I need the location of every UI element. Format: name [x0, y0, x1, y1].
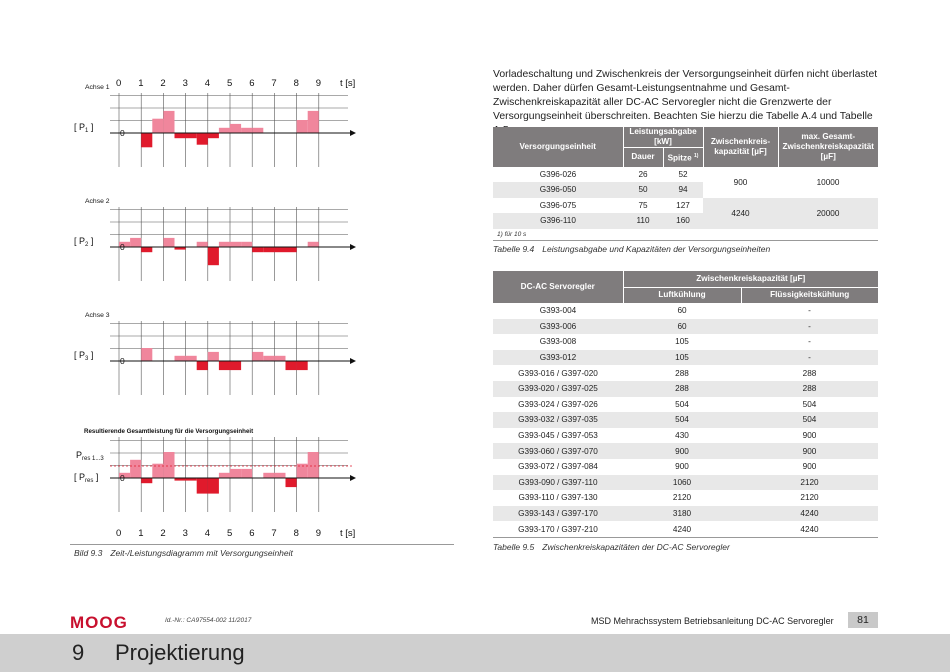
table-cell-liquid: 288: [741, 381, 878, 397]
power-bar: [208, 478, 219, 494]
power-bar: [175, 133, 186, 138]
power-bar: [252, 352, 263, 361]
power-bar: [130, 460, 141, 478]
power-bar: [197, 361, 208, 370]
time-tick-top: 8: [293, 78, 299, 89]
table-cell-liquid: 900: [741, 428, 878, 444]
table-cell-air: 430: [623, 428, 741, 444]
power-bar: [186, 133, 197, 138]
power-bar: [230, 124, 241, 133]
power-bar: [241, 469, 252, 478]
time-tick-bottom: 4: [204, 528, 211, 539]
table-cell-air: 1060: [623, 475, 741, 491]
table-cell-air: 900: [623, 443, 741, 459]
table-cell-air: 288: [623, 365, 741, 381]
time-tick-bottom: 6: [249, 528, 255, 539]
time-tick-top: 2: [160, 78, 166, 89]
intro-paragraph: Vorladeschaltung und Zwischenkreis der Versorgungseinheit dürfen nicht überlastet werden. Daher dürfen Gesamt-Leistungsentnahme und Gesamt-Zwischenkreiskapazität aller DC-AC Servoregler nicht die Grenzwerte der Versorgungseinheit überschreiten. Beachten Sie hierzu die Tabelle A.4 und Tabelle: [493, 69, 878, 122]
table-cell-liquid: 4240: [741, 506, 878, 522]
time-tick-bottom: 5: [227, 528, 233, 539]
table-cell-unit: G393-110 / G397-130: [493, 490, 623, 506]
power-bar: [197, 478, 208, 494]
figure-rule: [70, 544, 454, 545]
figure-caption-number: Bild 9.3: [74, 548, 103, 558]
table2-caption: [493, 542, 730, 552]
chapter-title: Projektierung: [115, 640, 245, 665]
table-cell-air: 60: [623, 303, 741, 319]
table-dc-link-capacity: [493, 271, 878, 537]
power-limit-label: $P_{res 1...3}$: [76, 450, 104, 462]
svg-text:MOOG: MOOG: [70, 614, 128, 630]
table-cell-unit: G393-008: [493, 334, 623, 350]
table-cell-unit: G393-045 / G397-053: [493, 428, 623, 444]
power-label: [ $P_2$ ]: [74, 236, 94, 248]
t2-header-air: Luftkühlung: [623, 287, 741, 303]
t1-group2-cap: 4240: [703, 198, 778, 229]
figure-caption-text: Zeit-/Leistungsdiagramm mit Versorgungseinheit: [110, 548, 293, 558]
zero-label: 0: [120, 128, 125, 138]
table-cell-air: 900: [623, 459, 741, 475]
table-cell-liquid: 504: [741, 397, 878, 413]
power-bar: [141, 478, 152, 483]
power-bar: [230, 469, 241, 478]
page-number: 81: [848, 612, 878, 628]
power-bar: [208, 352, 219, 361]
table-cell-unit: G393-170 / G397-210: [493, 521, 623, 537]
table1-rule: [493, 240, 878, 241]
power-bar: [219, 361, 230, 370]
table-row: G396-050 50 94: [493, 182, 878, 198]
power-bar: [163, 238, 174, 247]
power-bar: [241, 128, 252, 133]
panel-title: Achse 2: [85, 198, 110, 205]
time-tick-bottom: 7: [271, 528, 277, 539]
table-cell-liquid: -: [741, 334, 878, 350]
table-row: [493, 490, 878, 506]
time-unit-top: t [s]: [340, 78, 356, 89]
time-tick-bottom: 9: [315, 528, 322, 539]
table-cell-air: 288: [623, 381, 741, 397]
table-cell-liquid: -: [741, 303, 878, 319]
axis-arrow-icon: [350, 358, 356, 364]
table-row: [493, 459, 878, 475]
table-cell-liquid: 2120: [741, 490, 878, 506]
time-tick-top: 3: [182, 78, 188, 89]
axis-arrow-icon: [350, 244, 356, 250]
power-bar: [197, 133, 208, 145]
power-bar: [208, 247, 219, 265]
table-cell-liquid: 288: [741, 365, 878, 381]
power-bar: [286, 247, 297, 252]
power-bar: [308, 111, 319, 133]
table-cell-unit: G393-016 / G397-020: [493, 365, 623, 381]
table-row: G396-026 26 52 900 10000: [493, 167, 878, 183]
table-cell-unit: G393-004: [493, 303, 623, 319]
table-cell-unit: G393-090 / G397-110: [493, 475, 623, 491]
table-cell-unit: G393-060 / G397-070: [493, 443, 623, 459]
t2-header-unit: DC-AC Servoregler: [493, 271, 623, 303]
table-cell-air: 60: [623, 319, 741, 335]
power-label: [ $P_1$ ]: [74, 122, 94, 134]
table-row: [493, 506, 878, 522]
table-cell-liquid: 900: [741, 459, 878, 475]
power-bar: [308, 242, 319, 247]
time-tick-bottom: 2: [160, 528, 166, 539]
table1-caption: [493, 244, 770, 254]
time-tick-top: 0: [116, 78, 122, 89]
document-id: Id.-Nr.: CA97554-002 11/2017: [165, 617, 252, 624]
panel-title: Achse 3: [85, 312, 110, 319]
power-bar: [263, 473, 274, 478]
power-bar: [308, 452, 319, 478]
time-tick-top: 1: [138, 78, 144, 89]
power-bar: [163, 111, 174, 133]
table-row: [493, 475, 878, 491]
t2-header-liquid: Flüssigkeitskühlung: [741, 287, 878, 303]
table-cell-unit: G393-012: [493, 350, 623, 366]
t1-group2-max: 20000: [778, 198, 878, 229]
t1-header-unit: Versorgungseinheit: [493, 127, 623, 167]
table-row: G396-110 110 160: [493, 213, 878, 229]
table-row: [493, 381, 878, 397]
axis-arrow-icon: [350, 130, 356, 136]
time-tick-bottom: 3: [182, 528, 188, 539]
t1-group1-cap: 900: [703, 167, 778, 198]
power-bar: [219, 242, 230, 247]
t1-header-maxcap: max. Gesamt-Zwischenkreiskapazität [µF]: [778, 127, 878, 167]
table-row: [493, 428, 878, 444]
table-row: [493, 319, 878, 335]
document-title: MSD Mehrachssystem Betriebsanleitung DC-AC Servoregler: [591, 616, 834, 626]
table-cell-air: 4240: [623, 521, 741, 537]
table-cell-liquid: 504: [741, 412, 878, 428]
time-tick-bottom: 1: [138, 528, 144, 539]
power-bar: [163, 452, 174, 478]
t1-header-cap: Zwischenkreis-kapazität [µF]: [703, 127, 778, 167]
table2-caption-number: Tabelle 9.5: [493, 542, 535, 552]
table-cell-unit: G393-006: [493, 319, 623, 335]
table-cell-air: 105: [623, 334, 741, 350]
table-cell-unit: G393-024 / G397-026: [493, 397, 623, 413]
power-bar: [274, 356, 285, 361]
table-row: [493, 412, 878, 428]
table2-caption-text: Zwischenkreiskapazitäten der DC-AC Servoregler: [542, 542, 730, 552]
time-tick-top: 7: [271, 78, 277, 89]
table-row: [493, 303, 878, 319]
table-cell-unit: G393-032 / G397-035: [493, 412, 623, 428]
time-power-diagram: [70, 70, 370, 550]
power-bar: [241, 242, 252, 247]
power-bar: [263, 356, 274, 361]
power-bar: [219, 473, 230, 478]
time-tick-bottom: 0: [116, 528, 122, 539]
power-bar: [286, 478, 297, 487]
power-bar: [274, 247, 285, 252]
power-bar: [152, 119, 163, 133]
table2-rule: [493, 537, 878, 538]
table-cell-air: 504: [623, 412, 741, 428]
power-label: [ $P_{res}$ ]: [74, 472, 99, 484]
time-tick-top: 4: [204, 78, 211, 89]
table-cell-air: 3180: [623, 506, 741, 522]
power-bar: [252, 247, 263, 252]
table1-caption-number: Tabelle 9.4: [493, 244, 535, 254]
t1-header-power: Leistungsabgabe [kW]: [623, 127, 703, 148]
t2-header-cap: Zwischenkreiskapazität [µF]: [623, 271, 878, 287]
power-bar: [252, 128, 263, 133]
power-label: [ $P_3$ ]: [74, 350, 94, 362]
axis-arrow-icon: [350, 475, 356, 481]
table-cell-unit: G393-020 / G397-025: [493, 381, 623, 397]
zero-label: 0: [120, 242, 125, 252]
time-tick-top: 5: [227, 78, 233, 89]
time-tick-top: 9: [315, 78, 322, 89]
zero-label: 0: [120, 473, 125, 483]
figure-caption: [74, 548, 293, 558]
table-cell-air: 2120: [623, 490, 741, 506]
table-cell-liquid: -: [741, 319, 878, 335]
table-row: [493, 397, 878, 413]
table-row: G396-075 75 127 4240 20000: [493, 198, 878, 214]
power-bar: [152, 464, 163, 478]
zero-label: 0: [120, 356, 125, 366]
table-row: [493, 334, 878, 350]
power-bar: [208, 133, 219, 138]
table-row: [493, 443, 878, 459]
power-bar: [141, 348, 152, 361]
table-power-supply: [493, 127, 878, 229]
power-bar: [230, 361, 241, 370]
time-unit-bottom: t [s]: [340, 528, 356, 539]
table-cell-liquid: 4240: [741, 521, 878, 537]
power-bar: [297, 120, 308, 133]
t1-group1-max: 10000: [778, 167, 878, 198]
table1-caption-text: Leistungsabgabe und Kapazitäten der Versorgungseinheiten: [542, 244, 771, 254]
panel-title: Achse 1: [85, 84, 110, 91]
table-cell-liquid: -: [741, 350, 878, 366]
power-bar: [141, 247, 152, 252]
time-tick-bottom: 8: [293, 528, 299, 539]
table-row: [493, 521, 878, 537]
table-footnote: 1) für 10 s: [497, 231, 527, 238]
moog-logo: [70, 614, 152, 630]
power-bar: [219, 128, 230, 133]
power-bar: [286, 361, 297, 370]
power-bar: [297, 361, 308, 370]
table-cell-liquid: 900: [741, 443, 878, 459]
power-bar: [197, 242, 208, 247]
power-bar: [141, 133, 152, 147]
t1-header-spitze: Spitze $^{1)}$: [663, 148, 703, 167]
time-tick-top: 6: [249, 78, 255, 89]
power-bar: [175, 356, 186, 361]
table-cell-unit: G393-143 / G397-170: [493, 506, 623, 522]
power-bar: [186, 356, 197, 361]
power-bar: [130, 238, 141, 247]
power-bar: [263, 247, 274, 252]
t1-header-dauer: Dauer: [623, 148, 663, 167]
power-bar: [274, 473, 285, 478]
power-bar: [230, 242, 241, 247]
table-cell-liquid: 2120: [741, 475, 878, 491]
table-cell-air: 504: [623, 397, 741, 413]
table-row: [493, 350, 878, 366]
table-cell-air: 105: [623, 350, 741, 366]
chapter-number: 9: [72, 640, 85, 665]
table-cell-unit: G393-072 / G397-084: [493, 459, 623, 475]
panel-title: Resultierende Gesamtleistung für die Versorgungseinheit: [84, 428, 254, 435]
table-row: [493, 365, 878, 381]
